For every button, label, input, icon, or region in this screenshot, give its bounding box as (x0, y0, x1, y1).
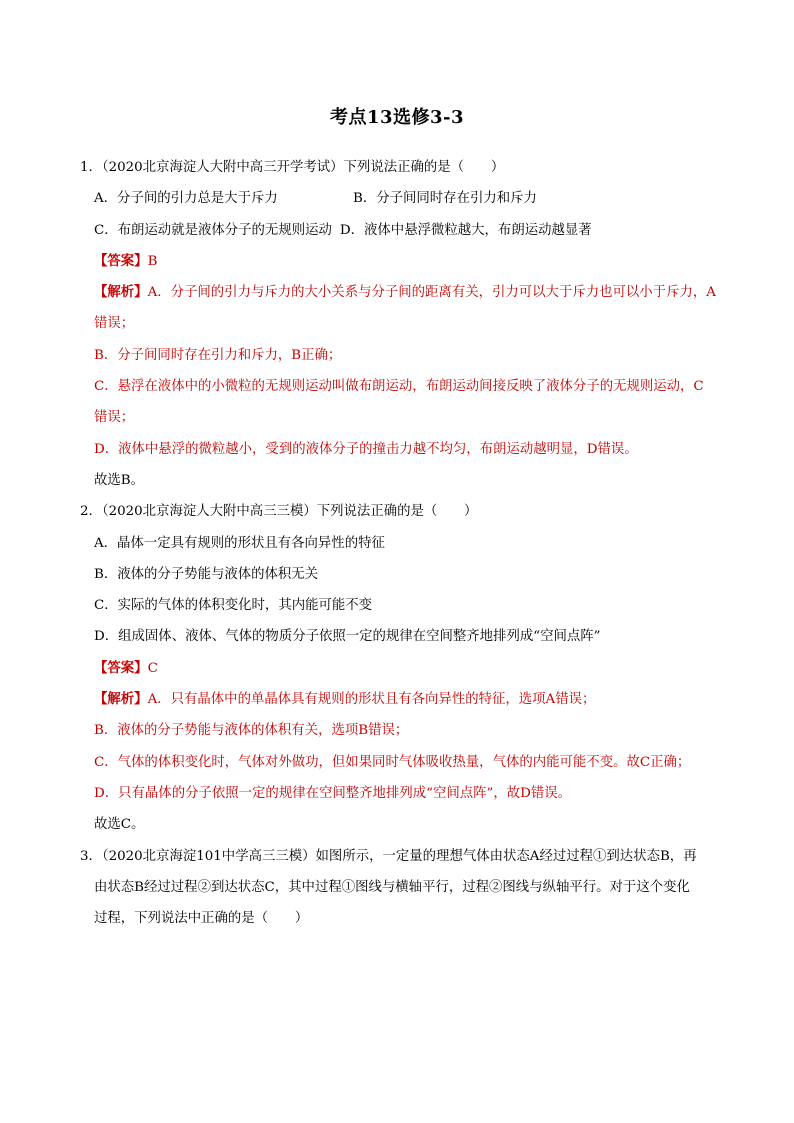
question-1-explanation-line-4: C．悬浮在液体中的小微粒的无规则运动叫做布朗运动，布朗运动间接反映了液体分子的无规则运动，C (94, 379, 704, 395)
question-1-answer (80, 246, 760, 277)
question-3-stem-line-2: 由状态B经过过程②到达状态C，其中过程①图线与横轴平行，过程②图线与纵轴平行。对于这个变化 (94, 879, 690, 895)
question-2-option-b: B．液体的分子势能与液体的体积无关 (94, 566, 319, 582)
question-2-conclusion: 故选C。 (94, 817, 145, 833)
question-2-stem: 2．（2020北京海淀人大附中高三三模）下列说法正确的是（ ） (80, 504, 478, 520)
question-2-explain-tag: 【解析】 (94, 691, 148, 708)
question-2 (80, 496, 760, 840)
question-1-options-row-1 (80, 183, 760, 214)
question-2-option-d: D．组成固体、液体、气体的物质分子依照一定的规律在空间整齐地排列成“空间点阵” (94, 629, 601, 645)
question-2-explanation-line-2: B．液体的分子势能与液体的体积有关，选项B错误； (94, 723, 409, 739)
question-1-explanation-line-3: B．分子间同时存在引力和斥力，B正确； (94, 347, 342, 363)
question-2-explanation-line-4: D．只有晶体的分子依照一定的规律在空间整齐地排列成“空间点阵”，故D错误。 (94, 785, 572, 801)
question-1-answer-tag: 【答案】 (94, 252, 148, 269)
question-1-option-a: A．分子间的引力总是大于斥力 (94, 191, 278, 207)
question-1-option-d: D．液体中悬浮微粒越大，布朗运动越显著 (339, 222, 592, 238)
question-1-conclusion: 故选B。 (94, 472, 145, 488)
question-1-option-c: C．布朗运动就是液体分子的无规则运动 (94, 222, 332, 238)
question-2-explain-text-1: A．只有晶体中的单晶体具有规则的形状且有各向异性的特征，选项A错误； (147, 692, 596, 708)
question-1-explain-tag: 【解析】 (94, 284, 148, 301)
question-1 (80, 152, 760, 496)
question-2-answer-value: C (147, 660, 158, 676)
question-1-options-row-2 (80, 215, 760, 246)
question-3-stem-line-1: 3．（2020北京海淀101中学高三三模）如图所示，一定量的理想气体由状态A经过过程①到达状态B，再 (80, 848, 697, 864)
question-2-answer (80, 653, 760, 684)
question-1-stem: 1．（2020北京海淀人大附中高三开学考试）下列说法正确的是（ ） (80, 160, 505, 175)
question-1-explain-text-1: A．分子间的引力与斥力的大小关系与分子间的距离有关，引力可以大于斥力也可以小于斥力，A (147, 285, 716, 301)
question-3 (80, 841, 760, 935)
question-1-explanation-line-6: D．液体中悬浮的微粒越小，受到的液体分子的撞击力越不均匀，布朗运动越明显，D错误。 (94, 441, 638, 457)
page-title: 考点13选修3-3 (329, 107, 465, 128)
question-2-explanation-line-3: C．气体的体积变化时，气体对外做功，但如果同时气体吸收热量，气体的内能可能不变。故C正确； (94, 754, 691, 770)
question-1-explanation-line-2: 错误； (94, 316, 135, 332)
question-1-explanation-line-5: 错误； (94, 410, 135, 426)
content-area (80, 152, 760, 934)
question-1-explanation-line-1 (80, 277, 760, 308)
question-1-option-b: B．分子间同时存在引力和斥力 (353, 191, 537, 207)
question-2-option-a: A．晶体一定具有规则的形状且有各向异性的特征 (94, 535, 385, 551)
question-2-option-c: C．实际的气体的体积变化时，其内能可能不变 (94, 598, 373, 614)
question-2-answer-tag: 【答案】 (94, 659, 148, 676)
question-2-explanation-line-1 (80, 684, 760, 715)
question-3-stem-line-3: 过程，下列说法中正确的是（ ） (94, 911, 309, 927)
question-1-answer-value: B (147, 253, 158, 269)
